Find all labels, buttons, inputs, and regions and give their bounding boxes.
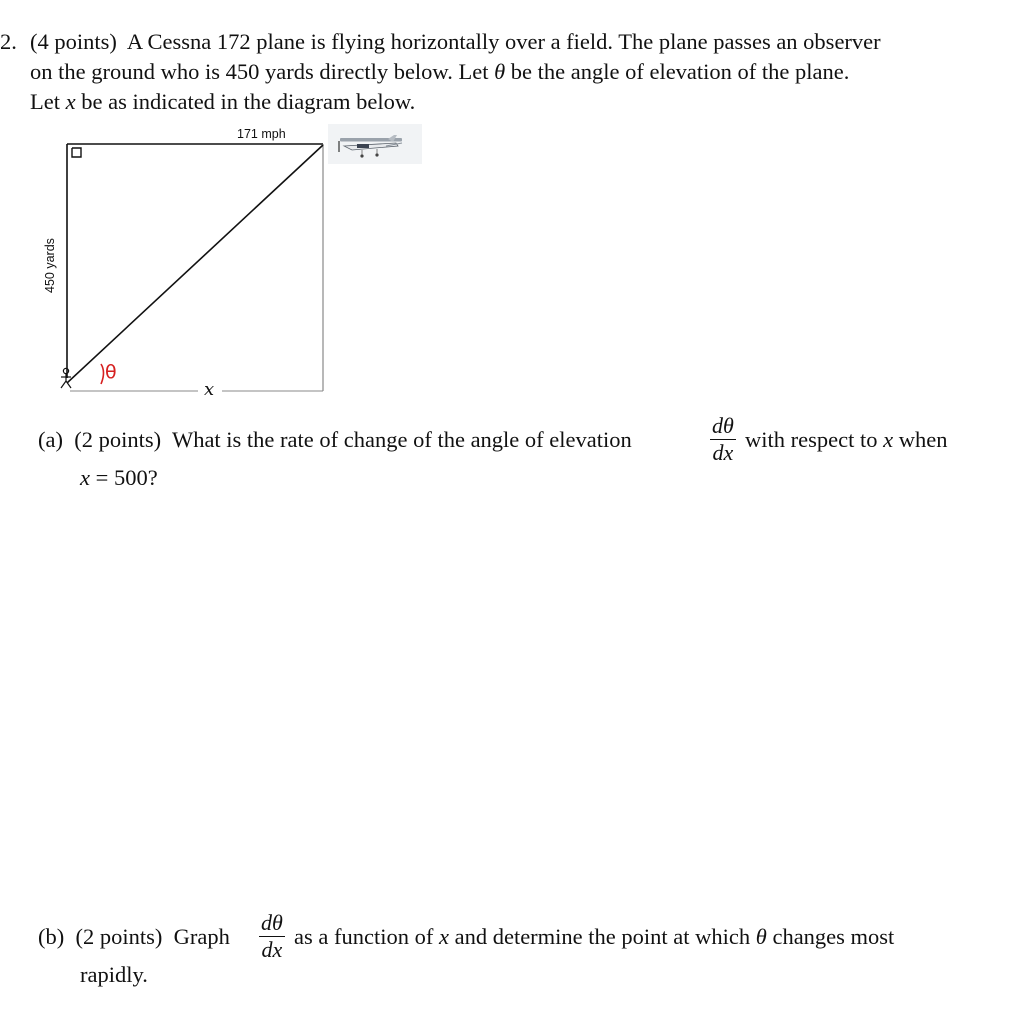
part-b-line-2: rapidly.	[80, 962, 148, 987]
line-of-sight	[67, 145, 323, 383]
part-a-points: (2 points)	[74, 427, 162, 452]
angle-theta-label: θ	[105, 361, 117, 383]
problem-line-3: Let x be as indicated in the diagram below.	[30, 89, 416, 114]
problem-line-2: on the ground who is 450 yards directly below. Let θ be the angle of elevation of the plane.	[30, 59, 850, 84]
part-b-points: (2 points)	[75, 924, 163, 949]
part-a-label: (a)	[38, 427, 63, 452]
part-b-line-1: (b) (2 points) Graph	[38, 924, 230, 949]
part-a-line-2: x = 500?	[80, 465, 158, 490]
part-a-line-1: (a) (2 points) What is the rate of change of the angle of elevation	[38, 427, 632, 452]
part-b-line-1-tail: as a function of x and determine the point at which θ changes most	[294, 924, 895, 949]
x-distance-label: x	[204, 379, 215, 400]
angle-arc	[101, 364, 104, 384]
observer-icon	[61, 368, 71, 388]
height-label: 450 yards	[43, 238, 57, 293]
cessna-plane-icon	[339, 135, 402, 158]
problem-number: 2.	[0, 29, 17, 54]
problem-points: (4 points)	[30, 29, 117, 54]
speed-label: 171 mph	[237, 127, 286, 141]
part-b-derivative-fraction: $\frac{d\theta}{dx}$	[261, 910, 283, 962]
part-a-line-1-tail: with respect to x when	[745, 427, 948, 452]
problem-line-1: (4 points) A Cessna 172 plane is flying horizontally over a field. The plane passes an observer	[30, 29, 881, 54]
part-b-label: (b)	[38, 924, 65, 949]
right-angle-marker	[72, 148, 81, 157]
part-a-derivative-fraction: $\frac{d\theta}{dx}$	[712, 413, 734, 465]
